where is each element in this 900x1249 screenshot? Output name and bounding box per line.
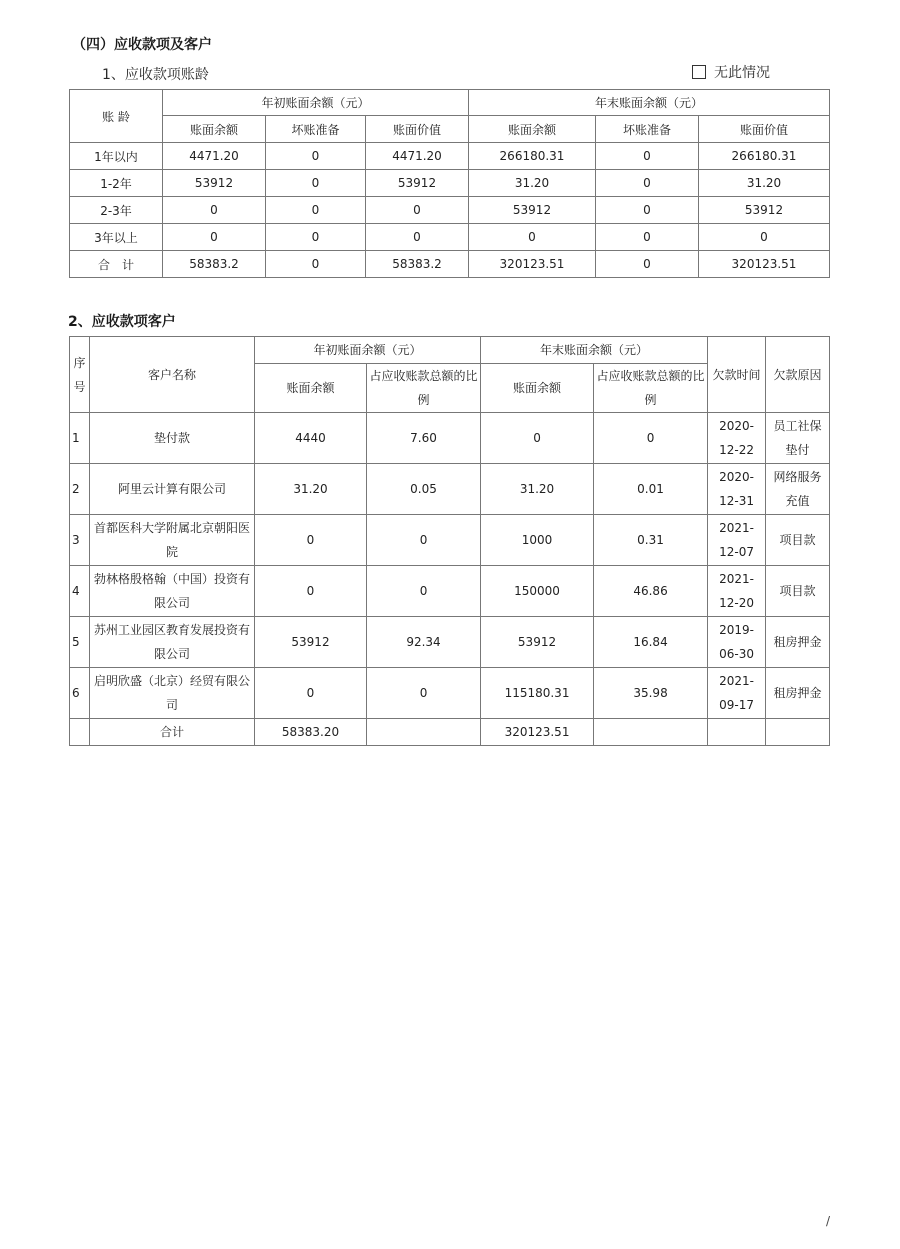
- aging-cell: 4471.20: [163, 143, 266, 170]
- aging-age: 2-3年: [70, 197, 163, 224]
- aging-cell: 0: [699, 224, 830, 251]
- aging-cell: 0: [366, 197, 469, 224]
- cust-end-ratio: 0: [594, 413, 708, 464]
- cust-reason: 租房押金: [766, 668, 830, 719]
- cust-total-end-ratio: [594, 719, 708, 746]
- cust-end-balance: 115180.31: [481, 668, 594, 719]
- aging-table: [69, 89, 830, 278]
- table-row-total: [70, 251, 830, 278]
- cust-no: 3: [70, 515, 90, 566]
- aging-cell: 266180.31: [699, 143, 830, 170]
- cust-begin-ratio: 0: [367, 668, 481, 719]
- aging-age: 3年以上: [70, 224, 163, 251]
- cust-end-ratio: 0.31: [594, 515, 708, 566]
- cust-reason: 项目款: [766, 566, 830, 617]
- aging-group-begin: 年初账面余额（元）: [163, 90, 469, 116]
- cust-end-balance: 150000: [481, 566, 594, 617]
- cust-no: 6: [70, 668, 90, 719]
- cust-begin-balance: 0: [255, 515, 367, 566]
- aging-cell: 0: [469, 224, 596, 251]
- cust-end-ratio: 0.01: [594, 464, 708, 515]
- cust-reason: 项目款: [766, 515, 830, 566]
- aging-cell: 0: [596, 143, 699, 170]
- cust-end-ratio: 35.98: [594, 668, 708, 719]
- cust-total-end-balance: 320123.51: [481, 719, 594, 746]
- cust-no: 2: [70, 464, 90, 515]
- aging-cell: 0: [596, 224, 699, 251]
- no-case-checkbox[interactable]: [692, 65, 706, 79]
- aging-age: 合 计: [70, 251, 163, 278]
- customers-subtitle: 2、应收款项客户: [68, 314, 176, 330]
- cust-begin-ratio: 0: [367, 566, 481, 617]
- table-row: [70, 224, 830, 251]
- cust-begin-balance: 0: [255, 566, 367, 617]
- aging-cell: 0: [266, 170, 366, 197]
- aging-cell: 0: [596, 197, 699, 224]
- cust-col-no: 序号: [70, 337, 90, 413]
- cust-begin-ratio: 7.60: [367, 413, 481, 464]
- cust-begin-balance: 4440: [255, 413, 367, 464]
- cust-time: 2021-09-17: [708, 668, 766, 719]
- table-row: [70, 464, 830, 515]
- aging-cell: 58383.2: [163, 251, 266, 278]
- table-row: [70, 566, 830, 617]
- cust-end-ratio: 46.86: [594, 566, 708, 617]
- aging-subcol: 账面余额: [163, 116, 266, 143]
- aging-cell: 0: [266, 251, 366, 278]
- cust-sub-balance: 账面余额: [481, 364, 594, 413]
- cust-reason: 员工社保垫付: [766, 413, 830, 464]
- aging-age: 1年以内: [70, 143, 163, 170]
- cust-name: 首都医科大学附属北京朝阳医院: [90, 515, 255, 566]
- cust-no: 1: [70, 413, 90, 464]
- aging-subcol: 坏账准备: [596, 116, 699, 143]
- cust-col-reason: 欠款原因: [766, 337, 830, 413]
- cust-begin-balance: 53912: [255, 617, 367, 668]
- cust-sub-balance: 账面余额: [255, 364, 367, 413]
- cust-time: 2021-12-20: [708, 566, 766, 617]
- aging-cell: 31.20: [699, 170, 830, 197]
- cust-begin-balance: 31.20: [255, 464, 367, 515]
- cust-total-no: [70, 719, 90, 746]
- cust-name: 阿里云计算有限公司: [90, 464, 255, 515]
- cust-reason: 网络服务充值: [766, 464, 830, 515]
- cust-time: 2020-12-22: [708, 413, 766, 464]
- aging-cell: 53912: [163, 170, 266, 197]
- cust-begin-ratio: 0: [367, 515, 481, 566]
- aging-cell: 320123.51: [699, 251, 830, 278]
- cust-group-end: 年末账面余额（元）: [481, 337, 708, 364]
- cust-reason: 租房押金: [766, 617, 830, 668]
- aging-subcol: 坏账准备: [266, 116, 366, 143]
- table-row: [70, 515, 830, 566]
- aging-subcol: 账面价值: [366, 116, 469, 143]
- aging-cell: 320123.51: [469, 251, 596, 278]
- page-mark: /: [826, 1214, 831, 1228]
- aging-cell: 53912: [366, 170, 469, 197]
- cust-end-balance: 1000: [481, 515, 594, 566]
- cust-time: 2020-12-31: [708, 464, 766, 515]
- aging-cell: 0: [596, 251, 699, 278]
- cust-time: 2021-12-07: [708, 515, 766, 566]
- no-case-option[interactable]: [692, 62, 770, 82]
- cust-name: 苏州工业园区教育发展投资有限公司: [90, 617, 255, 668]
- cust-begin-ratio: 0.05: [367, 464, 481, 515]
- table-row: [70, 197, 830, 224]
- table-row: [70, 170, 830, 197]
- cust-end-ratio: 16.84: [594, 617, 708, 668]
- cust-begin-balance: 0: [255, 668, 367, 719]
- aging-cell: 53912: [469, 197, 596, 224]
- cust-col-time: 欠款时间: [708, 337, 766, 413]
- cust-sub-ratio: 占应收账款总额的比例: [367, 364, 481, 413]
- cust-total-begin-balance: 58383.20: [255, 719, 367, 746]
- aging-cell: 31.20: [469, 170, 596, 197]
- aging-cell: 4471.20: [366, 143, 469, 170]
- cust-end-balance: 0: [481, 413, 594, 464]
- no-case-label: 无此情况: [714, 65, 770, 81]
- aging-cell: 0: [163, 224, 266, 251]
- cust-col-name: 客户名称: [90, 337, 255, 413]
- cust-end-balance: 53912: [481, 617, 594, 668]
- aging-age: 1-2年: [70, 170, 163, 197]
- aging-cell: 0: [266, 143, 366, 170]
- cust-end-balance: 31.20: [481, 464, 594, 515]
- section-title: （四）应收款项及客户: [72, 37, 212, 53]
- cust-total-reason: [766, 719, 830, 746]
- table-row: [70, 668, 830, 719]
- cust-sub-ratio: 占应收账款总额的比例: [594, 364, 708, 413]
- cust-no: 5: [70, 617, 90, 668]
- table-row: [70, 617, 830, 668]
- cust-group-begin: 年初账面余额（元）: [255, 337, 481, 364]
- table-row-total: [70, 719, 830, 746]
- cust-total-label: 合计: [90, 719, 255, 746]
- cust-begin-ratio: 92.34: [367, 617, 481, 668]
- aging-cell: 0: [366, 224, 469, 251]
- cust-name: 勃林格殷格翰（中国）投资有限公司: [90, 566, 255, 617]
- aging-cell: 58383.2: [366, 251, 469, 278]
- aging-cell: 0: [596, 170, 699, 197]
- aging-cell: 266180.31: [469, 143, 596, 170]
- cust-time: 2019-06-30: [708, 617, 766, 668]
- customers-table: [69, 336, 830, 746]
- cust-total-time: [708, 719, 766, 746]
- aging-subcol: 账面价值: [699, 116, 830, 143]
- table-row: [70, 143, 830, 170]
- aging-subtitle: 1、应收款项账龄: [102, 67, 209, 83]
- aging-cell: 0: [266, 224, 366, 251]
- cust-name: 垫付款: [90, 413, 255, 464]
- aging-cell: 53912: [699, 197, 830, 224]
- cust-name: 启明欣盛（北京）经贸有限公司: [90, 668, 255, 719]
- aging-cell: 0: [163, 197, 266, 224]
- aging-subcol: 账面余额: [469, 116, 596, 143]
- cust-no: 4: [70, 566, 90, 617]
- table-row: [70, 413, 830, 464]
- aging-col-age: 账 龄: [70, 90, 163, 143]
- aging-cell: 0: [266, 197, 366, 224]
- aging-group-end: 年末账面余额（元）: [469, 90, 830, 116]
- cust-total-begin-ratio: [367, 719, 481, 746]
